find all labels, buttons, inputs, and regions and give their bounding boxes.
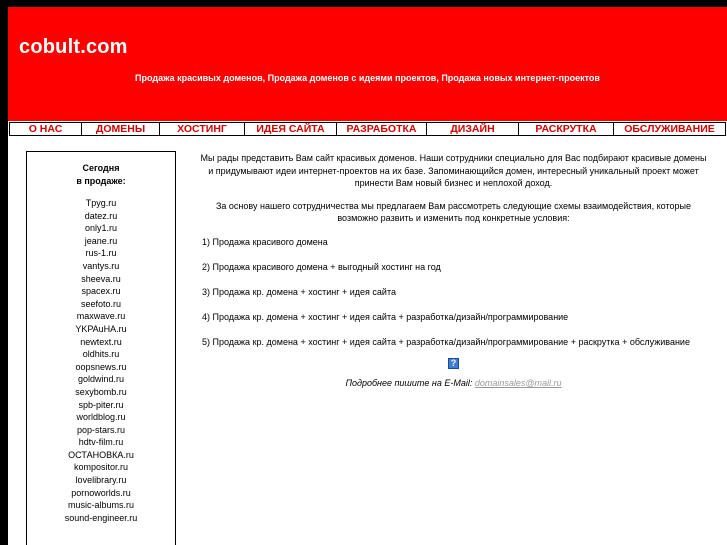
domain-list-item (27, 310, 175, 323)
domain-list-item (27, 222, 175, 235)
contact-line (180, 378, 727, 388)
page (8, 7, 727, 545)
domain-name[interactable]: YKPAuHA.ru (75, 323, 127, 334)
scheme-item: 5) Продажа кр. домена + хостинг + идея сайта + разработка/дизайн/программирование + раскрутка + обслуживание (202, 336, 690, 347)
domain-list-item (27, 449, 175, 462)
schemes-intro: За основу нашего сотрудничества мы предлагаем Вам рассмотреть следующие схемы взаимодействия, которые возможно развить и изменить под конкретные условия: (215, 200, 691, 224)
domain-list-item (27, 499, 175, 512)
sidebar-domains-for-sale (26, 151, 176, 545)
domain-list-item (27, 361, 175, 374)
nav-item-promotion[interactable]: РАСКРУТКА (519, 123, 614, 135)
domain-name[interactable]: music-albums.ru (67, 500, 134, 511)
main-content (180, 149, 727, 388)
domain-name[interactable]: pornoworlds.ru (71, 487, 131, 498)
domain-name[interactable]: rus-1.ru (85, 248, 117, 259)
domain-name[interactable]: lovelibrary.ru (75, 475, 127, 486)
domain-name[interactable]: vantys.ru (82, 260, 120, 271)
domain-name[interactable]: Tpyg.ru (85, 198, 117, 208)
scheme-item: 1) Продажа красивого домена (202, 236, 328, 247)
domain-list-item (27, 247, 175, 260)
nav-item-maintenance[interactable]: ОБСЛУЖИВАНИЕ (614, 123, 725, 135)
nav-item-design[interactable]: ДИЗАЙН (427, 123, 519, 135)
domain-list-item (27, 336, 175, 349)
domain-list-item (27, 210, 175, 223)
domain-list-item (27, 298, 175, 311)
scheme-item: 4) Продажа кр. домена + хостинг + идея сайта + разработка/дизайн/программирование (202, 311, 569, 322)
domain-name[interactable]: sheeva.ru (81, 273, 121, 284)
nav-item-development[interactable]: РАЗРАБОТКА (337, 123, 427, 135)
domain-list (27, 197, 175, 524)
domain-list-item (27, 399, 175, 412)
domain-name[interactable]: spb-piter.ru (78, 399, 124, 410)
domain-name[interactable]: worldblog.ru (76, 412, 126, 423)
domain-name[interactable]: spacex.ru (81, 286, 121, 297)
domain-name[interactable]: oopsnews.ru (75, 361, 127, 372)
domain-name[interactable]: ОСТАНОВКА.ru (68, 449, 134, 460)
contact-prefix: Подробнее пишите на E-Mail: (345, 377, 473, 388)
nav-item-domains[interactable]: ДОМЕНЫ (82, 123, 160, 135)
domain-name[interactable]: oldhits.ru (82, 349, 120, 360)
domain-name[interactable]: seefoto.ru (80, 298, 122, 309)
intro-paragraph: Мы рады представить Вам сайт красивых доменов. Наши сотрудники специально для Вас подбирают красивые домены и придумывают идеи интернет-проектов на их базе. Запоминающийся домен, интересный уникальный проект может принести Вам новый бизнес и неплохой доход. (200, 153, 707, 189)
domain-list-item (27, 373, 175, 386)
header-banner (8, 7, 727, 121)
domain-name[interactable]: goldwind.ru (77, 374, 125, 385)
domain-name[interactable]: jeane.ru (84, 235, 118, 246)
domain-name[interactable]: only1.ru (84, 223, 118, 234)
site-title[interactable]: cobult.com (19, 36, 128, 58)
scheme-item: 2) Продажа красивого домена + выгодный хостинг на год (202, 261, 441, 272)
domain-list-item (27, 487, 175, 500)
sidebar-heading-line1: Сегодня (82, 163, 120, 173)
domain-name[interactable]: hdtv-film.ru (78, 437, 124, 448)
domain-list-item (27, 512, 175, 525)
domain-list-item (27, 461, 175, 474)
domain-list-item (27, 424, 175, 437)
sidebar-heading-line2: в продаже: (76, 176, 126, 186)
domain-list-item (27, 411, 175, 424)
domain-list-item (27, 474, 175, 487)
domain-name[interactable]: newtext.ru (80, 336, 122, 347)
domain-list-item (27, 197, 175, 210)
domain-name[interactable]: sound-engineer.ru (64, 512, 138, 523)
nav-item-site-idea[interactable]: ИДЕЯ САЙТА (245, 123, 337, 135)
domain-list-item (27, 273, 175, 286)
domain-name[interactable]: datez.ru (84, 210, 118, 221)
domain-list-item (27, 323, 175, 336)
domain-name[interactable]: sexybomb.ru (75, 386, 127, 397)
help-icon[interactable]: ? (448, 358, 459, 369)
domain-list-item (27, 235, 175, 248)
contact-email-link[interactable]: domainsales@mail.ru (474, 377, 562, 388)
tagline: Продажа красивых доменов, Продажа доменов с идеями проектов, Продажа новых интернет-проектов (135, 73, 600, 83)
domain-name[interactable]: pop-stars.ru (76, 424, 126, 435)
main-nav (9, 122, 726, 136)
domain-list-item (27, 285, 175, 298)
domain-name[interactable]: maxwave.ru (76, 311, 126, 322)
nav-item-about[interactable]: О НАС (10, 123, 82, 135)
domain-name[interactable]: kompositor.ru (73, 462, 129, 473)
scheme-item: 3) Продажа кр. домена + хостинг + идея сайта (202, 286, 396, 297)
domain-list-item (27, 348, 175, 361)
domain-list-item (27, 436, 175, 449)
domain-list-item (27, 260, 175, 273)
domain-list-item (27, 386, 175, 399)
nav-item-hosting[interactable]: ХОСТИНГ (160, 123, 245, 135)
sidebar-heading (27, 162, 175, 188)
